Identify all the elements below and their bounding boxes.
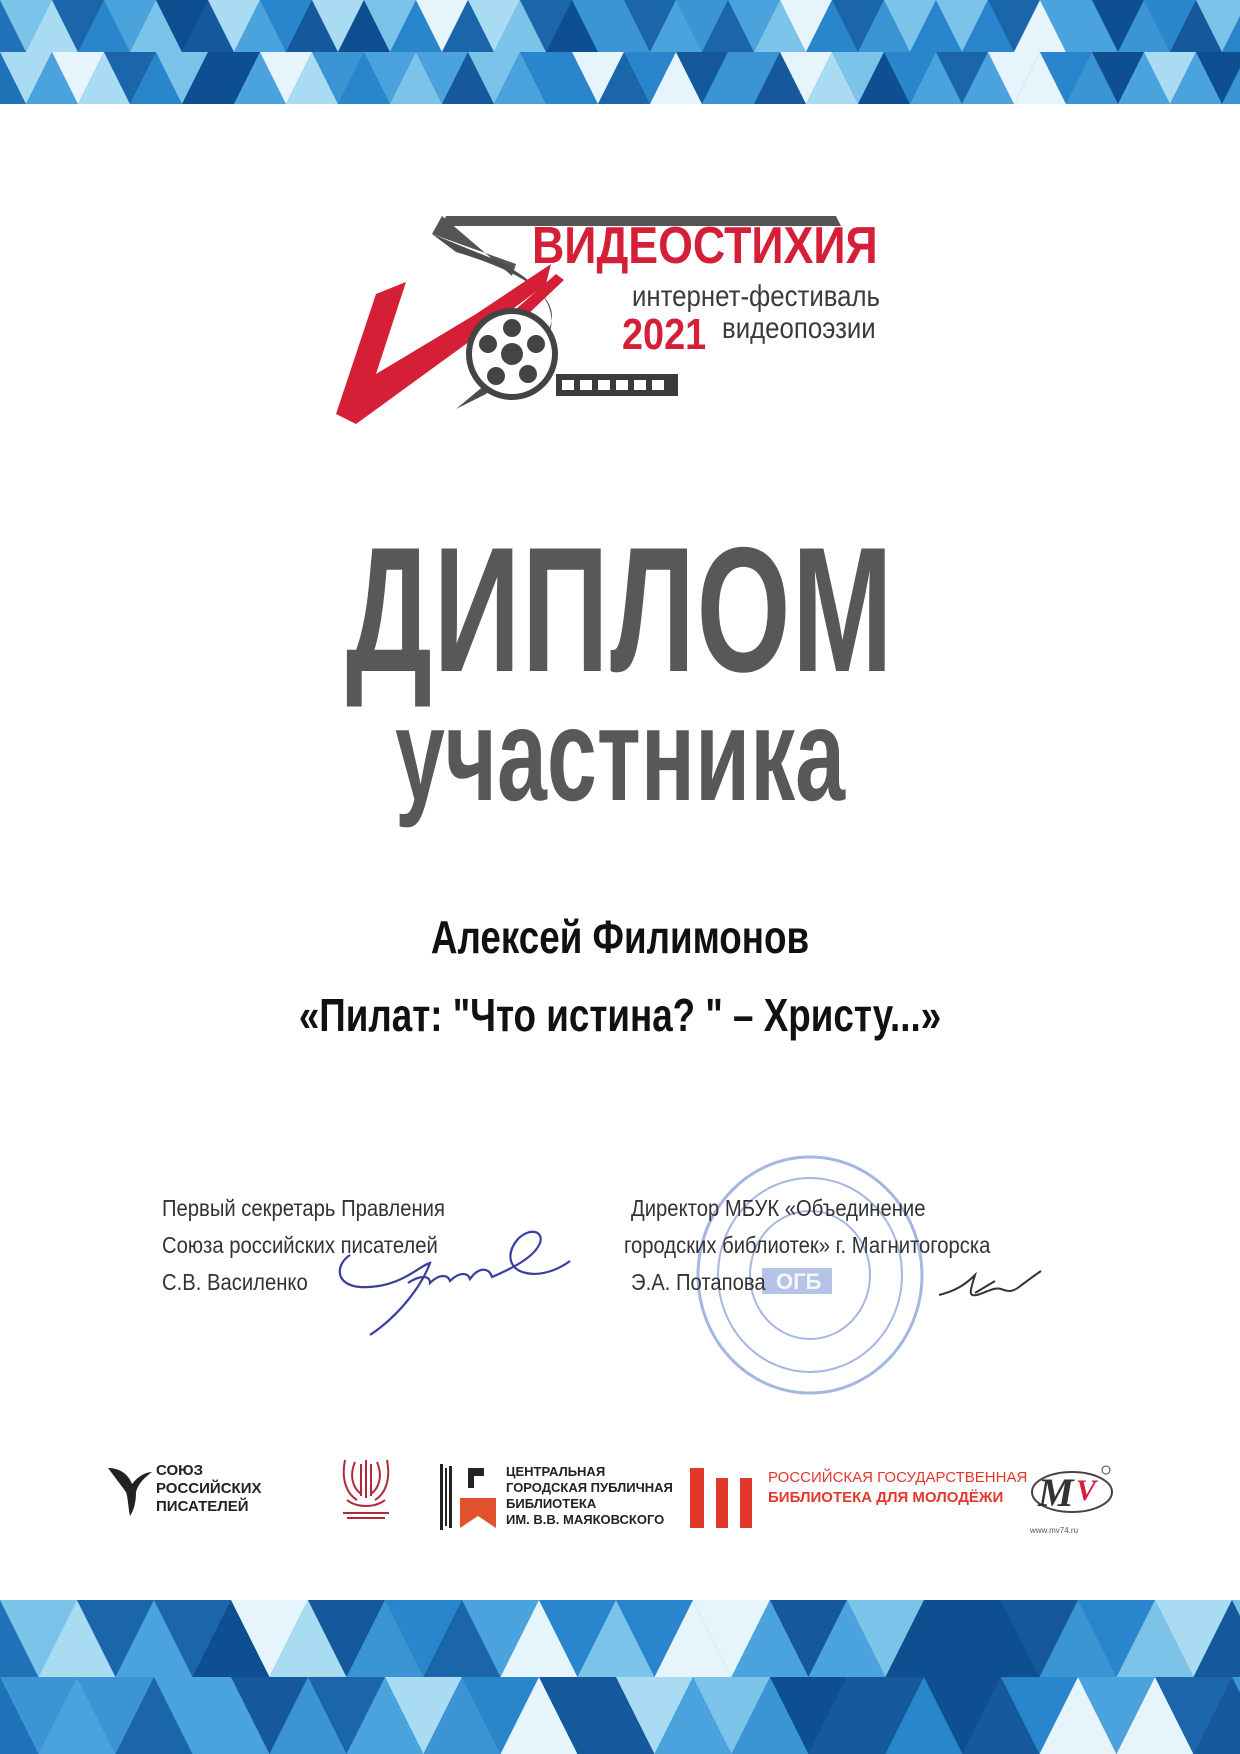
festival-subtitle-line2: видеопоэзии [722, 312, 876, 345]
bird-icon [106, 1462, 152, 1516]
writers-union-line3: ПИСАТЕЛЕЙ [156, 1498, 249, 1515]
central-library-line3: БИБЛИОТЕКА [506, 1496, 597, 1511]
bottom-decorative-band [0, 1600, 1240, 1754]
signatory-left-name: С.В. Василенко [162, 1269, 308, 1295]
youth-library-line1: РОССИЙСКАЯ ГОСУДАРСТВЕННАЯ [768, 1469, 1028, 1486]
youth-library-logo-icon [690, 1468, 760, 1528]
lyre-emblem-icon [337, 1450, 395, 1524]
central-library-line4: ИМ. В.В. МАЯКОВСКОГО [506, 1512, 665, 1527]
top-decorative-band [0, 0, 1240, 104]
mv-site-url: www.mv74.ru [1030, 1526, 1079, 1535]
youth-library-line2: БИБЛИОТЕКА ДЛЯ МОЛОДЁЖИ [768, 1489, 1004, 1506]
work-title: «Пилат: "Что истина? " – Христу...» [298, 989, 942, 1041]
partner-lyre-emblem [337, 1450, 395, 1529]
signature-left-handwritten [330, 1225, 580, 1355]
svg-text:M: M [1038, 1470, 1074, 1515]
signatory-right-name: Э.А. Потапова [631, 1269, 766, 1295]
festival-year: 2021 [622, 310, 707, 359]
mv-logo-icon [1020, 1462, 1120, 1526]
svg-text:V: V [1076, 1474, 1097, 1507]
central-library-line2: ГОРОДСКАЯ ПУБЛИЧНАЯ [506, 1480, 673, 1495]
diploma-subtitle: участника [394, 681, 846, 828]
library-logo-icon [440, 1464, 500, 1530]
svg-text:ОГБ: ОГБ [776, 1269, 822, 1294]
diploma-title: ДИПЛОМ [345, 510, 895, 709]
signatory-right-position-line1: Директор МБУК «Объединение [631, 1195, 926, 1221]
signatory-left-position-line1: Первый секретарь Правления [162, 1195, 445, 1221]
festival-subtitle-line1: интернет-фестиваль [632, 280, 881, 313]
signatory-right-position-line2: городских библиотек» г. Магнитогорска [624, 1232, 991, 1258]
writers-union-line1: СОЮЗ [156, 1462, 203, 1479]
participant-name: Алексей Филимонов [430, 911, 810, 963]
writers-union-line2: РОССИЙСКИХ [156, 1480, 262, 1497]
signature-right-handwritten [935, 1265, 1045, 1325]
central-library-line1: ЦЕНТРАЛЬНАЯ [506, 1464, 606, 1479]
signatory-left-position-line2: Союза российских писателей [162, 1232, 438, 1258]
festival-logo [336, 204, 906, 454]
festival-title: ВИДЕОСТИХИЯ [532, 217, 878, 275]
